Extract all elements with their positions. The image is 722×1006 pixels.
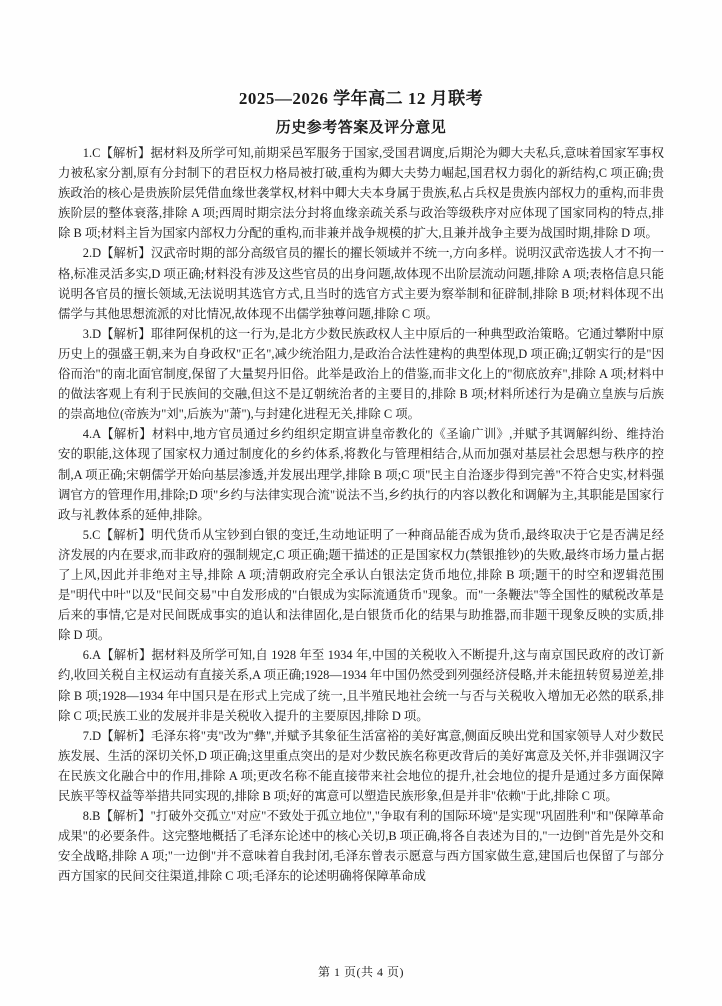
page-footer <box>0 963 722 980</box>
page-subtitle: 历史参考答案及评分意见 <box>275 120 447 136</box>
answer-paragraph: 1.C【解析】据材料及所学可知,前期采邑军服务于国家,受国君调度,后期沦为卿大夫私兵,意味着国家军事权力被私家分割,原有分封制下的君臣权力格局被打破,重构为卿大夫势力崛起,国君权力弱化的新结构,C 项正确;贵族政治的核心是贵族阶层凭借血缘世袭掌权,材料中卿大夫本身属于贵族,私占兵权是贵族内部权力的重构,而非贵族阶层的整体衰落,排除 A 项;西周时期宗法分封将血缘亲疏关系与政治等级秩序对应体现了国家同构的特点,排除 B 项;材料主旨为国家内部权力分配的重构,而非兼并战争规模的扩大,且兼并战争主要为战国时期,排除 D 项。 <box>58 146 664 241</box>
answer-paragraph: 3.D【解析】耶律阿保机的这一行为,是北方少数民族政权人主中原后的一种典型政治策略。它通过攀附中原历史上的强盛王朝,来为自身政权"正名",减少统治阻力,是政治合法性建构的典型体现,D 项正确;辽朝实行的是"因俗而治"的南北面官制度,保留了大量契丹旧俗。此举是政治上的借鉴,而非文化上的"彻底放弃",排除 A 项;材料中的做法客观上有利于民族间的交融,但这不是辽朝统治者的主要目的,排除 B 项;材料所述行为是确立皇族与后族的崇高地位(帝族为"刘",后族为"萧"),与封建化进程无关,排除 C 项。 <box>58 326 664 422</box>
page-number: 第 1 页(共 4 页) <box>318 965 404 979</box>
page-title: 2025—2026 学年高二 12 月联考 <box>238 89 484 108</box>
answer-paragraph: 6.A【解析】据材料及所学可知,自 1928 年至 1934 年,中国的关税收入不断提升,这与南京国民政府的改订新约,收回关税自主权运动有直接关系,A 项正确;1928—1934 年中国仍然受到列强经济侵略,并未能扭转贸易逆差,排除 B 项;1928—1934 年中国只是在形式上完成了统一,且半殖民地社会统一与否与关税收入增加无必然的联系,排除 C 项;民族工业的发展并非是关税收入提升的主要原因,排除 D 项。 <box>58 648 664 723</box>
answer-paragraph: 5.C【解析】明代货币从宝钞到白银的变迁,生动地证明了一种商品能否成为货币,最终取决于它是否满足经济发展的内在要求,而非政府的强制规定,C 项正确;题干描述的正是国家权力(禁银推钞)的失败,最终市场力量占据了上风,因此并非绝对主导,排除 A 项;清朝政府完全承认白银法定货币地位,排除 B 项;题干的时空和逻辑范围是"明代中叶"以及"民间交易"中自发形成的"白银成为实际流通货币"现象。而"一条鞭法"等全国性的赋税改革是后来的事情,它是对民间既成事实的追认和法律固化,是白银货币化的结果与助推器,而非题干现象反映的实质,排除 D 项。 <box>58 527 664 643</box>
answer-paragraph: 8.B【解析】"打破外交孤立"对应"不致处于孤立地位","争取有利的国际环境"是实现"巩固胜利"和"保障革命成果"的必要条件。这完整地概括了毛泽东论述中的核心关切,B 项正确,将各自表述为目的,"一边倒"首先是外交和安全战略,排除 A 项;"一边倒"并不意味着自我封闭,毛泽东曾表示愿意与西方国家做生意,建国后也保留了与部分西方国家的民间交往渠道,排除 C 项;毛泽东的论述明确将保障革命成 <box>58 809 664 884</box>
answer-paragraph: 7.D【解析】毛泽东将"夷"改为"彝",并赋予其象征生活富裕的美好寓意,侧面反映出党和国家领导人对少数民族发展、生活的深切关怀,D 项正确;这里重点突出的是对少数民族名称更改背后的美好寓意及关怀,并非强调汉字在民族文化融合中的作用,排除 A 项;更改名称不能直接带来社会地位的提升,社会地位的提升是通过多方面保障民族平等权益等举措共同实现的,排除 B 项;好的寓意可以塑造民族形象,但是并非"依赖"于此,排除 C 项。 <box>58 728 664 803</box>
answer-paragraph: 2.D【解析】汉武帝时期的部分高级官员的擢长的擢长领域并不统一,方向多样。说明汉武帝选拔人才不拘一格,标准灵活多实,D 项正确;材料没有涉及这些官员的出身问题,故体现不出阶层流动问题,排除 A 项;表格信息只能说明各官员的擅长领域,无法说明其选官方式,且当时的选官方式主要为察举制和征辟制,排除 B 项;材料体现不出儒学与其他思想流派的对比情况,故体现不出儒学独尊问题,排除 C 项。 <box>58 246 664 321</box>
answer-key-body <box>58 143 664 886</box>
answer-paragraph: 4.A【解析】材料中,地方官员通过乡约组织定期宣讲皇帝教化的《圣谕广训》,并赋予其调解纠纷、维持治安的职能,这体现了国家权力通过制度化的乡约体系,将教化与管理相结合,从而加强对基层社会思想与秩序的控制,A 项正确;宋朝儒学开始向基层渗透,并发展出理学,排除 B 项;C 项"民主自治逐步得到完善"不符合史实,材料强调官方的管理作用,排除;D 项"乡约与法律实现合流"说法不当,乡约执行的内容以教化和调解为主,其职能是国家行政与礼教体系的延伸,排除。 <box>58 427 664 522</box>
